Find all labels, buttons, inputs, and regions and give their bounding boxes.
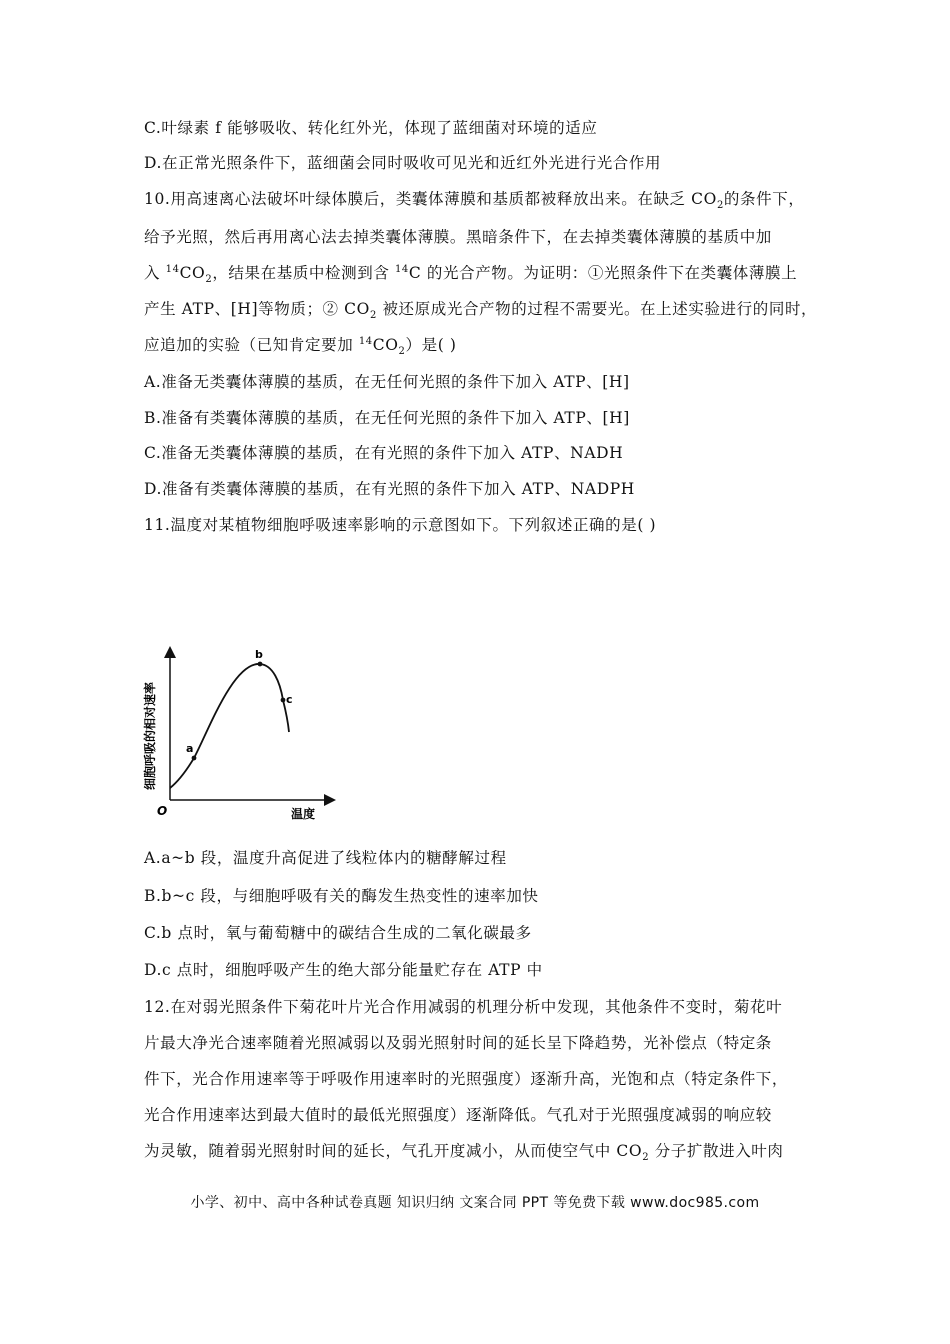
q11-stem: 11.温度对某植物细胞呼吸速率影响的示意图如下。下列叙述正确的是( )	[144, 516, 657, 534]
q11-option-a: A.a~b 段，温度升高促进了线粒体内的糖酵解过程	[144, 849, 507, 867]
point-a	[192, 756, 197, 761]
point-b	[258, 662, 263, 667]
point-label-c: c	[286, 693, 293, 706]
point-c	[281, 698, 286, 703]
q10-stem-line-1: 10.用高速离心法破坏叶绿体膜后，类囊体薄膜和基质都被释放出来。在缺乏 $CO_2$的条件下，	[144, 190, 805, 212]
q10-option-a: A.准备无类囊体薄膜的基质，在无任何光照的条件下加入 ATP、[H]	[144, 373, 630, 391]
q11-option-d: D.c 点时，细胞呼吸产生的绝大部分能量贮存在 ATP 中	[144, 961, 543, 979]
q11-option-b: B.b~c 段，与细胞呼吸有关的酶发生热变性的速率加快	[144, 887, 539, 905]
point-label-a: a	[186, 742, 194, 755]
q12-stem-line-2: 片最大净光合速率随着光照减弱以及弱光照射时间的延长呈下降趋势，光补偿点（特定条	[144, 1034, 772, 1052]
point-label-b: b	[255, 648, 263, 661]
respiration-curve	[170, 664, 289, 788]
q12-stem-line-4: 光合作用速率达到最大值时的最低光照强度）逐渐降低。气孔对于光照强度减弱的响应较	[144, 1106, 772, 1124]
q10-stem-line-4: 产生 ATP、[H]等物质；② $CO_2$ 被还原成光合产物的过程不需要光。在上述实验进行的同时，	[144, 300, 818, 322]
q10-stem-line-5: 应追加的实验（已知肯定要加 $^{14}CO_2$）是( )	[144, 335, 457, 358]
q12-stem-line-1: 12.在对弱光照条件下菊花叶片光合作用减弱的机理分析中发现，其他条件不变时，菊花叶	[144, 998, 783, 1016]
q10-option-b: B.准备有类囊体薄膜的基质，在无任何光照的条件下加入 ATP、[H]	[144, 409, 630, 427]
x-axis-label: 温度	[291, 807, 316, 821]
y-axis-label: 细胞呼吸的相对速率	[143, 681, 157, 790]
q10-option-d: D.准备有类囊体薄膜的基质，在有光照的条件下加入 ATP、NADPH	[144, 480, 635, 498]
q9-option-c: C.叶绿素 f 能够吸收、转化红外光，体现了蓝细菌对环境的适应	[144, 119, 598, 137]
q11-option-c: C.b 点时，氧与葡萄糖中的碳结合生成的二氧化碳最多	[144, 924, 532, 942]
respiration-temperature-graph	[138, 640, 338, 825]
q12-stem-line-3: 件下，光合作用速率等于呼吸作用速率时的光照强度）逐渐升高，光饱和点（特定条件下，	[144, 1070, 789, 1088]
q10-stem-line-2: 给予光照，然后再用离心法去掉类囊体薄膜。黑暗条件下，在去掉类囊体薄膜的基质中加	[144, 228, 772, 246]
q10-option-c: C.准备无类囊体薄膜的基质，在有光照的条件下加入 ATP、NADH	[144, 444, 624, 462]
q12-stem-line-5: 为灵敏，随着弱光照射时间的延长，气孔开度减小，从而使空气中 $CO_2$ 分子扩散进入叶肉	[144, 1142, 784, 1164]
q9-option-d: D.在正常光照条件下，蓝细菌会同时吸收可见光和近红外光进行光合作用	[144, 154, 662, 172]
q10-stem-line-3: 入 $^{14}CO_2$，结果在基质中检测到含 $^{14}$C 的光合产物。为证明：①光照条件下在类囊体薄膜上	[144, 263, 798, 286]
page-footer: 小学、初中、高中各种试卷真题 知识归纳 文案合同 PPT 等免费下载 www.doc985.com	[190, 1195, 760, 1211]
origin-label: O	[157, 804, 168, 818]
